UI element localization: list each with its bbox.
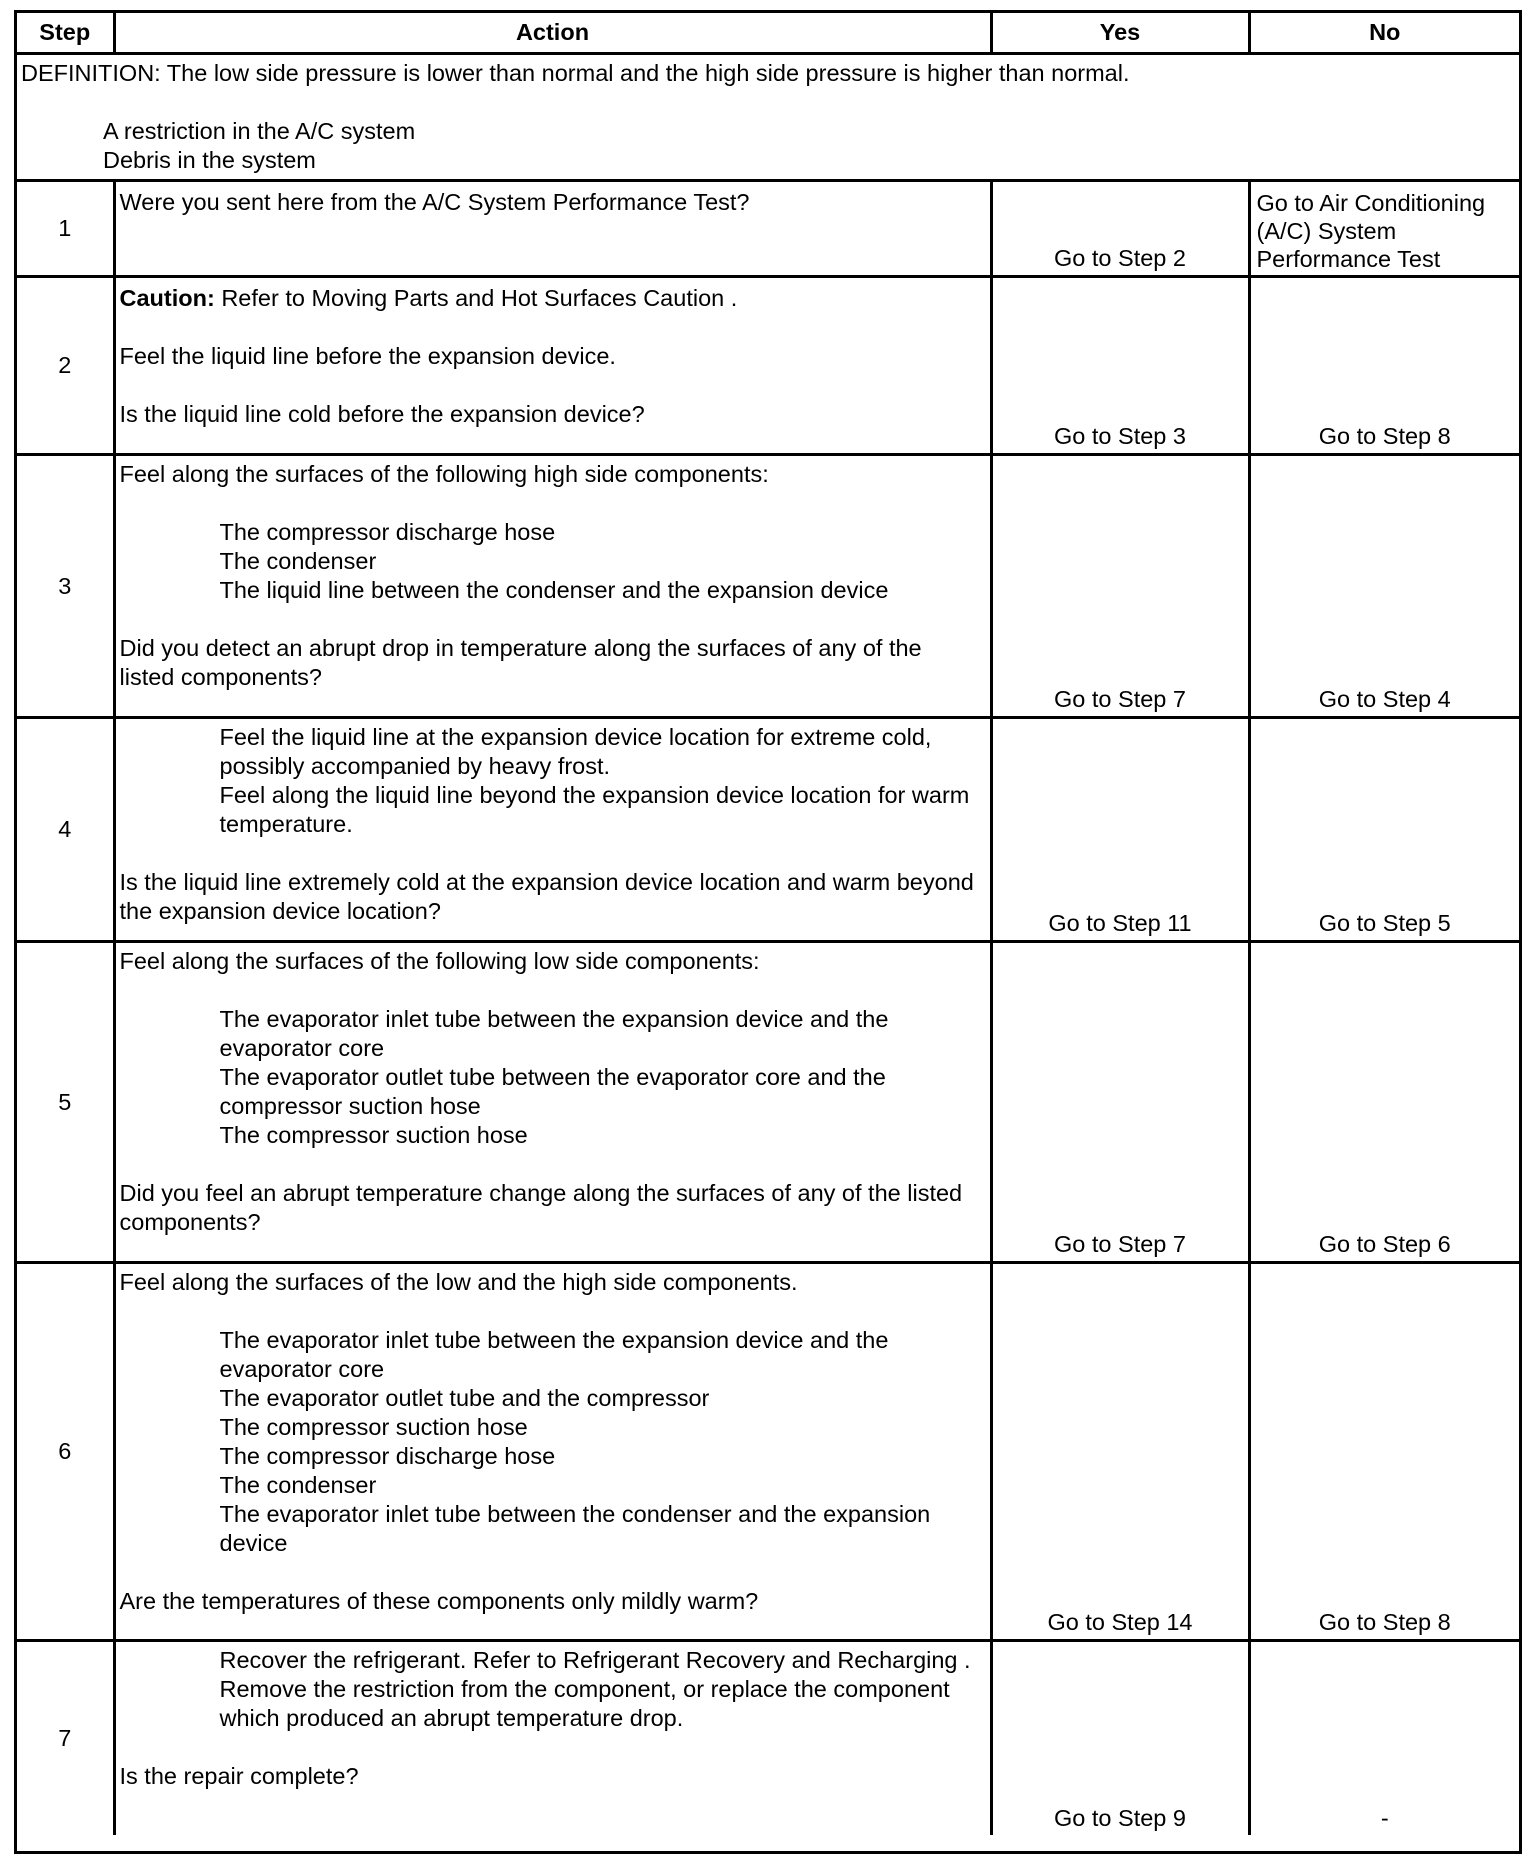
step-item: The evaporator outlet tube between the evaporator core and the compressor suction hose — [219, 1064, 886, 1119]
step-item: The compressor discharge hose — [219, 1443, 556, 1469]
step-row-1 — [17, 181, 1519, 277]
step-number: 4 — [17, 718, 114, 942]
step-intro: Feel along the surfaces of the following low side components: — [119, 948, 760, 974]
step-question: Is the liquid line cold before the expansion device? — [119, 401, 645, 427]
step-item: The condenser — [219, 548, 377, 574]
step-number: 5 — [17, 942, 114, 1263]
step-no: Go to Step 8 — [1249, 1263, 1519, 1641]
step-question: Is the liquid line extremely cold at the expansion device location and warm beyond the expansion device location? — [119, 869, 974, 924]
diagnostic-table — [17, 13, 1519, 1835]
header-step: Step — [17, 13, 114, 54]
diagnostic-table-sheet — [14, 10, 1522, 1854]
step-item: The compressor suction hose — [219, 1414, 528, 1440]
step-item: The condenser — [219, 1472, 377, 1498]
step-item: Recover the refrigerant. Refer to Refrigerant Recovery and Recharging . — [219, 1647, 971, 1673]
step-yes: Go to Step 7 — [991, 942, 1249, 1263]
step-no: - — [1249, 1641, 1519, 1835]
step-row-3 — [17, 455, 1519, 718]
caution-note — [120, 278, 982, 313]
step-action — [114, 1263, 991, 1641]
step-instruction: Feel the liquid line before the expansion device. — [119, 343, 616, 369]
step-intro: Feel along the surfaces of the low and the high side components. — [119, 1269, 798, 1295]
step-yes: Go to Step 9 — [991, 1641, 1249, 1835]
step-action — [114, 455, 991, 718]
header-row — [17, 13, 1519, 54]
step-action — [114, 718, 991, 942]
step-item: The evaporator outlet tube and the compressor — [219, 1385, 710, 1411]
step-number: 3 — [17, 455, 114, 718]
step-row-6 — [17, 1263, 1519, 1641]
step-number: 7 — [17, 1641, 114, 1835]
step-action — [114, 181, 991, 277]
step-question: Did you feel an abrupt temperature change along the surfaces of any of the listed components? — [119, 1180, 963, 1235]
step-item: Remove the restriction from the component, or replace the component which produced an abrupt temperature drop. — [219, 1676, 950, 1731]
step-item: The compressor discharge hose — [219, 519, 556, 545]
step-no: Go to Step 5 — [1249, 718, 1519, 942]
step-no: Go to Step 8 — [1249, 277, 1519, 455]
caution-label: Caution: — [119, 285, 215, 311]
step-intro: Feel along the surfaces of the following high side components: — [119, 461, 769, 487]
step-action — [114, 942, 991, 1263]
step-item: The compressor suction hose — [219, 1122, 528, 1148]
step-yes: Go to Step 11 — [991, 718, 1249, 942]
step-yes: Go to Step 14 — [991, 1263, 1249, 1641]
step-yes: Go to Step 2 — [991, 181, 1249, 277]
caution-text: Refer to Moving Parts and Hot Surfaces Caution . — [214, 285, 738, 311]
definition-row — [17, 54, 1519, 181]
step-question: Are the temperatures of these components only mildly warm? — [119, 1588, 759, 1614]
definition-cause: A restriction in the A/C system — [103, 118, 416, 144]
header-no: No — [1249, 13, 1519, 54]
step-question: Were you sent here from the A/C System Performance Test? — [119, 189, 750, 215]
step-no: Go to Air Conditioning (A/C) System Performance Test — [1249, 181, 1519, 277]
step-item: The liquid line between the condenser and the expansion device — [219, 577, 889, 603]
step-item: Feel along the liquid line beyond the expansion device location for warm temperature. — [219, 782, 970, 837]
definition-cell — [17, 54, 1519, 181]
step-no: Go to Step 4 — [1249, 455, 1519, 718]
step-number: 2 — [17, 277, 114, 455]
step-row-4 — [17, 718, 1519, 942]
step-item: The evaporator inlet tube between the expansion device and the evaporator core — [219, 1327, 889, 1382]
header-yes: Yes — [991, 13, 1249, 54]
step-row-5 — [17, 942, 1519, 1263]
step-action — [114, 1641, 991, 1835]
step-yes: Go to Step 3 — [991, 277, 1249, 455]
step-question: Did you detect an abrupt drop in temperature along the surfaces of any of the listed components? — [119, 635, 922, 690]
header-action: Action — [114, 13, 991, 54]
step-item: Feel the liquid line at the expansion device location for extreme cold, possibly accompanied by heavy frost. — [219, 724, 932, 779]
step-row-2 — [17, 277, 1519, 455]
definition-text: DEFINITION: The low side pressure is lower than normal and the high side pressure is higher than normal. — [21, 60, 1130, 86]
step-item: The evaporator inlet tube between the expansion device and the evaporator core — [219, 1006, 889, 1061]
step-item: The evaporator inlet tube between the condenser and the expansion device — [219, 1501, 931, 1556]
step-number: 6 — [17, 1263, 114, 1641]
step-number: 1 — [17, 181, 114, 277]
step-yes: Go to Step 7 — [991, 455, 1249, 718]
step-no: Go to Step 6 — [1249, 942, 1519, 1263]
step-row-7 — [17, 1641, 1519, 1835]
definition-cause: Debris in the system — [103, 147, 316, 173]
step-action — [114, 277, 991, 455]
step-question: Is the repair complete? — [119, 1763, 359, 1789]
